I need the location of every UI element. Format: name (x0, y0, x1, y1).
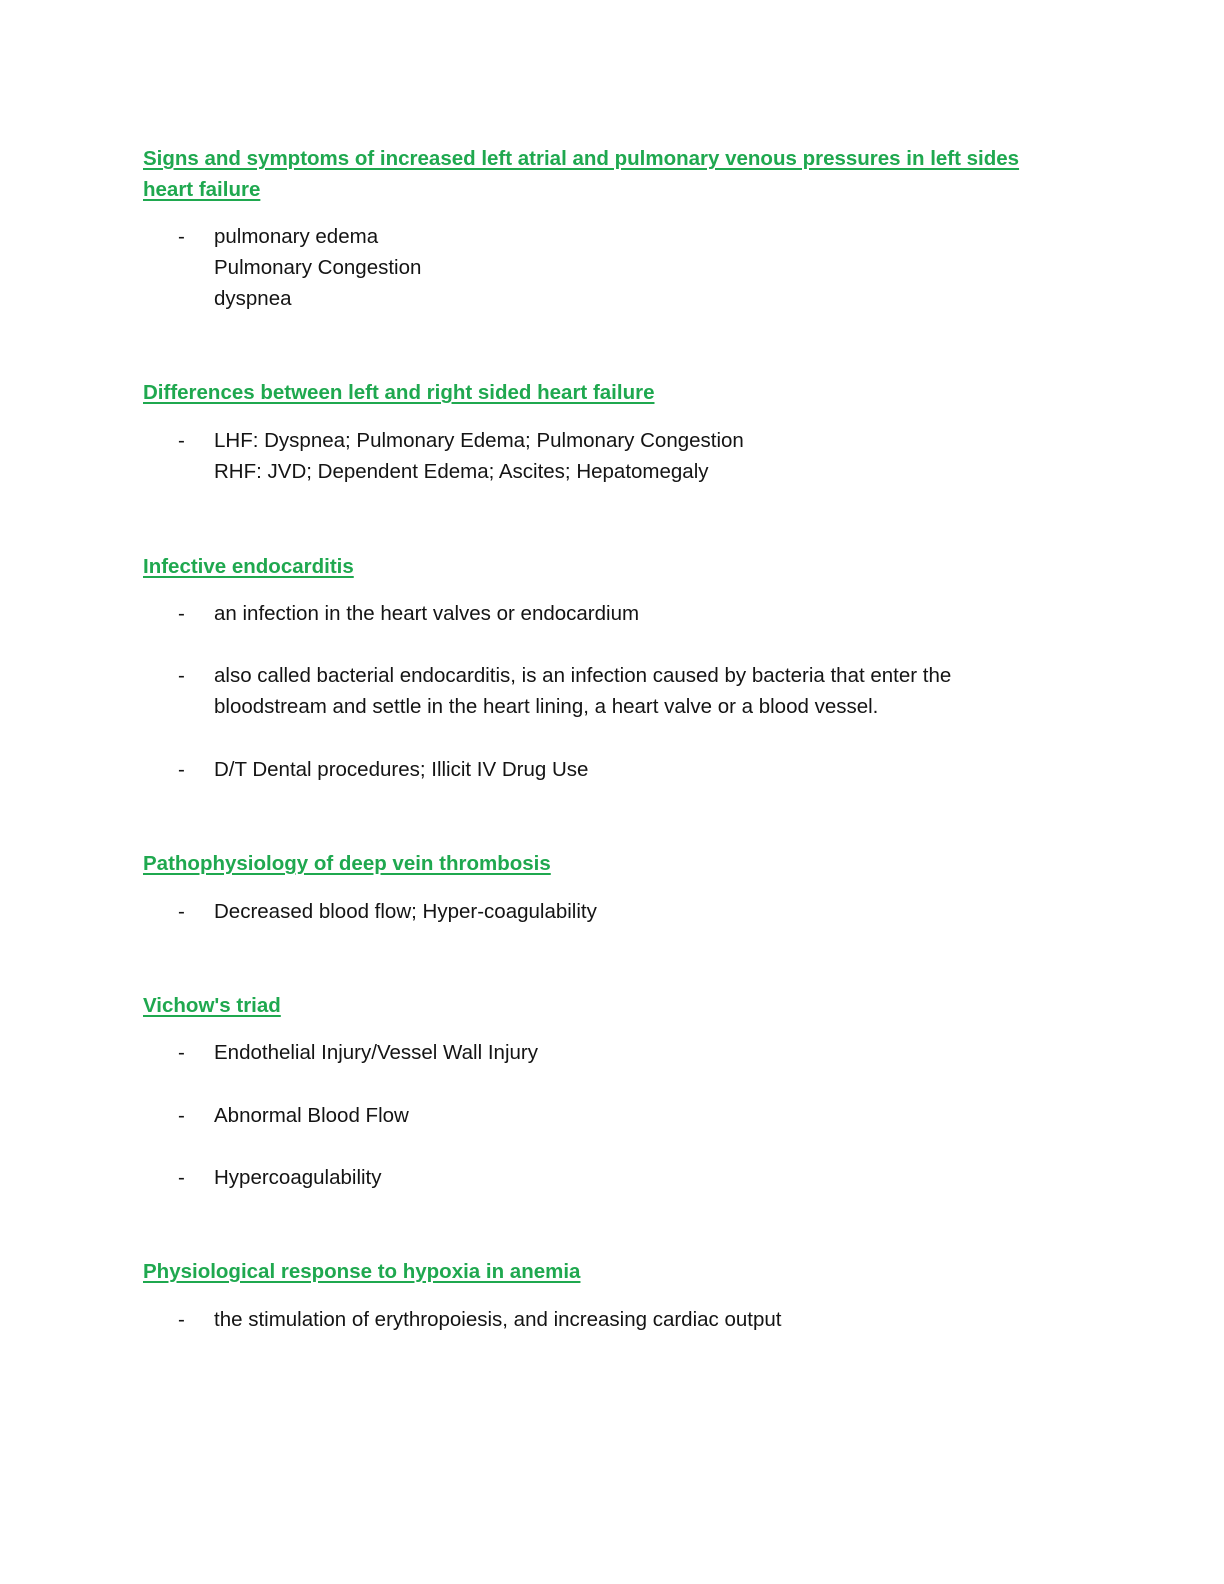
list-item-line: Endothelial Injury/Vessel Wall Injury (214, 1041, 538, 1064)
list-item-line: Pulmonary Congestion (214, 256, 422, 279)
list-item-line: Abnormal Blood Flow (214, 1104, 409, 1127)
list-item-line: an infection in the heart valves or endocardium (214, 602, 640, 625)
section-heading: Infective endocarditis (143, 555, 354, 578)
bullet-dash: - (178, 664, 185, 687)
bullet-dash: - (178, 602, 185, 625)
list-item-line: dyspnea (214, 287, 292, 310)
bullet-dash: - (178, 1308, 185, 1331)
list-item-line: also called bacterial endocarditis, is an infection caused by bacteria that enter the bloodstream and settle in the heart lining, a heart valve or a blood vessel. (214, 664, 952, 718)
bullet-dash: - (178, 900, 185, 923)
bullet-dash: - (178, 758, 185, 781)
bullet-dash: - (178, 1166, 185, 1189)
bullet-dash: - (178, 1041, 185, 1064)
section-heading: Signs and symptoms of increased left atrial and pulmonary venous pressures in left sides heart failure (143, 147, 1020, 201)
list-item-line: the stimulation of erythropoiesis, and increasing cardiac output (214, 1308, 782, 1331)
section-heading: Pathophysiology of deep vein thrombosis (143, 852, 551, 875)
section-heading: Vichow's triad (143, 994, 281, 1017)
list-item-line: LHF: Dyspnea; Pulmonary Edema; Pulmonary Congestion (214, 429, 744, 452)
list-item-line: pulmonary edema (214, 225, 379, 248)
section-heading: Physiological response to hypoxia in anemia (143, 1260, 581, 1283)
list-item-line: Decreased blood flow; Hyper-coagulability (214, 900, 597, 923)
bullet-dash: - (178, 429, 185, 452)
list-item-line: D/T Dental procedures; Illicit IV Drug Use (214, 758, 589, 781)
list-item-line: RHF: JVD; Dependent Edema; Ascites; Hepatomegaly (214, 460, 709, 483)
bullet-dash: - (178, 225, 185, 248)
list-item-line: Hypercoagulability (214, 1166, 382, 1189)
section-heading: Differences between left and right sided heart failure (143, 381, 655, 404)
bullet-dash: - (178, 1104, 185, 1127)
